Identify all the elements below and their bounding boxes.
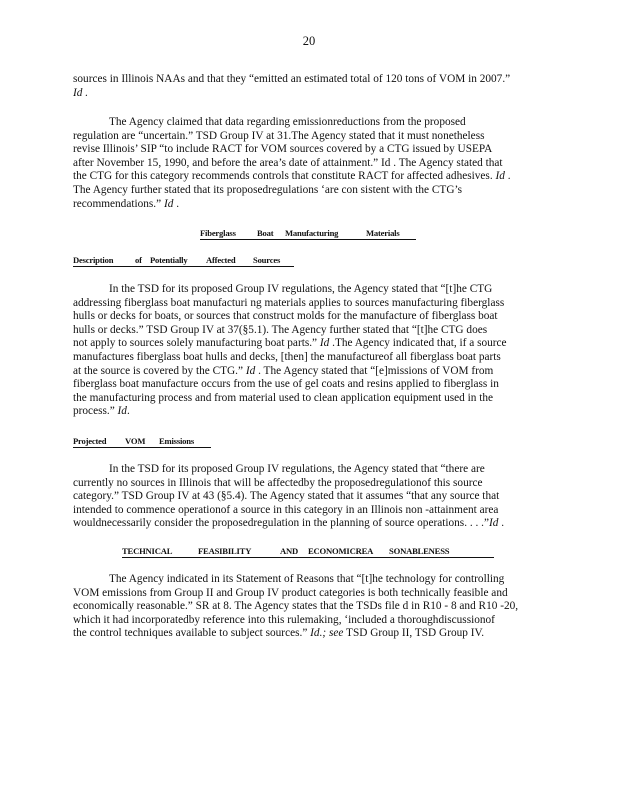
text-line: revise Illinois’ SIP “to include RACT for VOM sources covered by a CTG issued by USEPA [73,143,493,156]
text-line: not apply to sources solely manufacturing boat parts.” Id .The Agency indicated that, if a source [73,337,507,350]
text-line: process.” Id. [73,405,130,418]
text-line: after November 15, 1990, and before the area’s date of attainment.” Id . The Agency stated that [73,156,503,169]
paragraph-projected-emissions [73,463,545,531]
text-line: sources in Illinois NAAs and that they “emitted an estimated total of 120 tons of VOM in 2007.” [73,73,511,85]
citation-id: Id [245,364,256,377]
text-line: which it had incorporatedby reference into this rulemaking, ‘included a thoroughdiscussionof [73,613,495,626]
text-line: In the TSD for its proposed Group IV regulations, the Agency stated that “there are [109,463,485,475]
text-line: category.” TSD Group IV at 43 (§5.4). The Agency stated that it assumes “that any source that [73,490,500,503]
text-line: manufactures fiberglass boat hulls and decks, [then] the manufactureof all fiberglass boat parts [73,350,501,363]
text-line: The Agency claimed that data regarding emissionreductions from the proposed [109,116,466,128]
text-line: currently no sources in Illinois that will be affectedby the proposedregulationof this source [73,476,483,489]
section-heading-fiberglass-boat: Fiberglass Boat Manufacturing Materials [200,227,416,240]
text-line: hulls or decks.” TSD Group IV at 37(§5.1). The Agency further stated that “[t]he CTG does [73,323,488,336]
text-line: hulls or decks for boats, or sources that construct molds for the manufacture of fiberglass boat [73,310,498,323]
text-line: wouldnecessarily consider the proposedregulation in the planning of source operations. . . .”Id . [73,517,505,530]
citation-id: Id [495,170,505,183]
text-line: at the source is covered by the CTG.” Id . The Agency stated that “[e]missions of VOM from [73,364,494,377]
citation-id: Id [319,337,330,350]
text-line: regulation are “uncertain.” TSD Group IV at 31.The Agency stated that it must nonetheless [73,129,485,142]
text-line: addressing fiberglass boat manufacturi ng materials applies to sources manufacturing fiberglass [73,296,505,309]
text-line: the CTG for this category recommends controls that constitute RACT for affected adhesives. Id . [73,170,511,183]
section-heading-technical-feasibility: TECHNICAL FEASIBILITY AND ECONOMICREA SONABLENESS [122,545,494,558]
citation-id: Id [310,627,320,640]
text-line: fiberglass boat manufacture occurs from the use of gel coats and resins applied to fiberglass in [73,378,499,391]
text-line: economically reasonable.” SR at 8. The Agency states that the TSDs file d in R10 - 8 and R10 -20, [73,600,519,613]
paragraph-fiberglass-ctg [73,283,545,419]
text-line: recommendations.” Id . [73,197,180,210]
paragraph-uncertain-data [73,116,545,211]
citation-id: Id [163,197,174,210]
section-heading-projected-emissions: Projected VOM Emissions [73,435,211,448]
text-line: VOM emissions from Group II and Group IV product categories is both technically feasible and [73,586,508,599]
citation-id: Id [489,517,499,530]
text-line: The Agency indicated in its Statement of Reasons that “[t]he technology for controlling [109,573,505,585]
page-number: 20 [302,34,316,48]
citation-id: Id [117,405,127,418]
paragraph-technical-feasibility [73,573,545,641]
text-line: In the TSD for its proposed Group IV regulations, the Agency stated that “[t]he CTG [109,283,493,295]
section-heading-affected-sources: Description of Potentially Affected Sources [73,254,294,267]
citation-id: Id . [73,86,89,99]
text-line: the control techniques available to subject sources.” Id.; see TSD Group II, TSD Group IV. [73,627,485,640]
text-line: The Agency further stated that its proposedregulations ‘are con sistent with the CTG’s [73,183,463,196]
text-line: intended to commence operationof a source in this category in an Illinois non -attainment area [73,503,499,516]
text-line: the manufacturing process and from material used to clean application equipment used in the [73,391,494,404]
paragraph-continuation [73,73,545,100]
